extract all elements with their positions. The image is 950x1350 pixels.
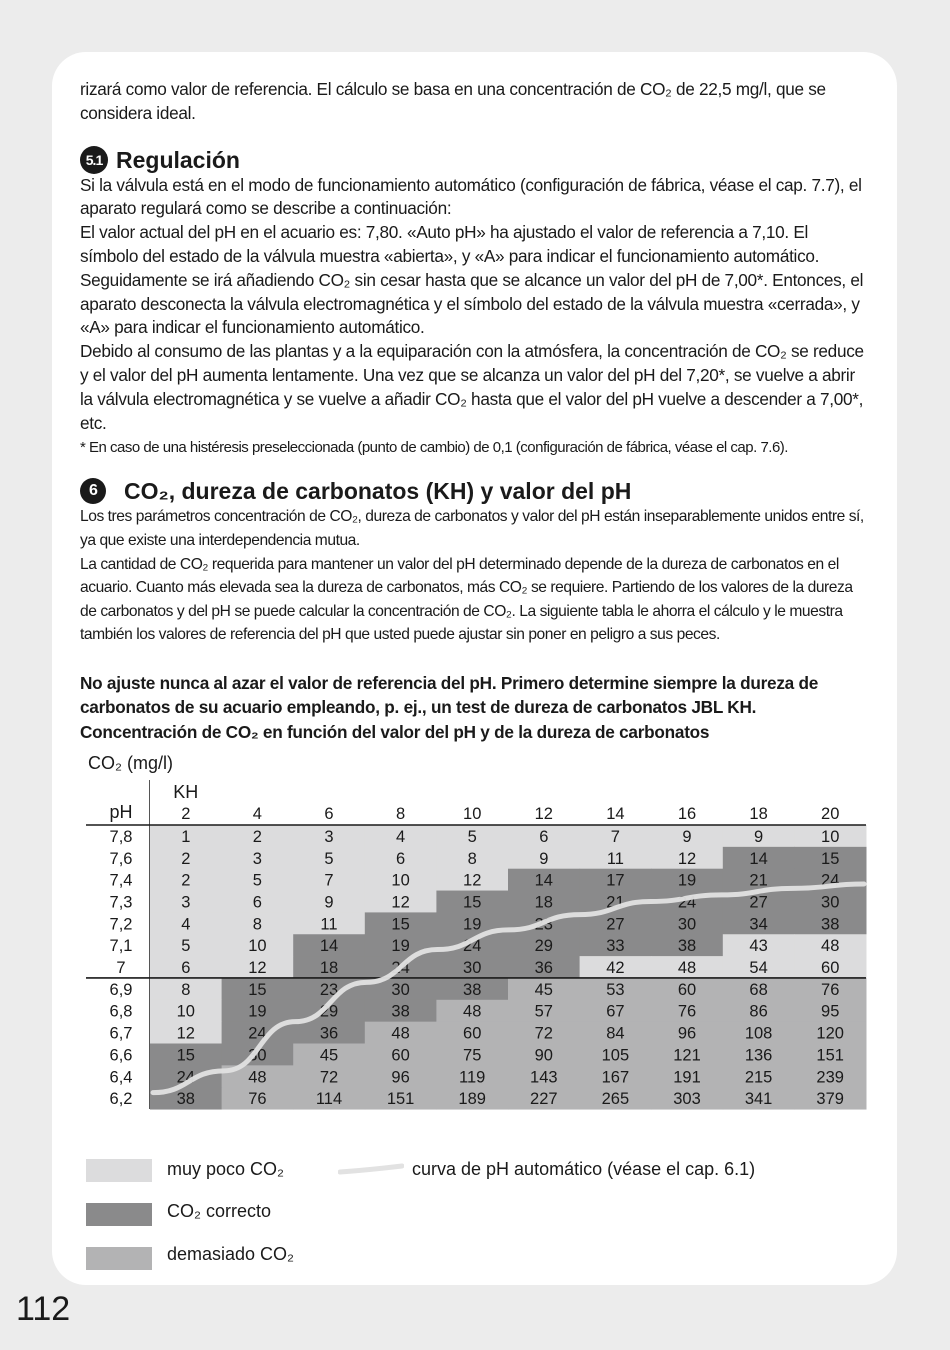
co2-value: 2 [181, 849, 191, 868]
co2-value: 76 [248, 1090, 267, 1109]
co2-value: 11 [320, 915, 338, 934]
co2-value: 60 [677, 980, 697, 999]
ph-row-label: 7,8 [109, 827, 133, 846]
kh-column-header: 2 [181, 805, 191, 823]
co2-value: 191 [673, 1068, 701, 1087]
kh-column-header: 18 [749, 805, 768, 823]
co2-value: 10 [248, 937, 267, 956]
ph-row-label: 7 [116, 959, 126, 978]
co2-value: 189 [458, 1090, 486, 1109]
co2-value: 18 [534, 893, 553, 912]
co2-value: 15 [821, 849, 840, 868]
co2-value: 76 [677, 1002, 697, 1021]
co2-value: 38 [176, 1090, 195, 1109]
co2-value: 239 [816, 1068, 844, 1087]
co2-value: 30 [248, 1046, 267, 1065]
co2-value: 7 [610, 827, 620, 846]
kh-axis-label: KH [173, 782, 199, 802]
co2-value: 8 [181, 980, 191, 999]
co2-value: 9 [539, 849, 549, 868]
co2-value: 53 [606, 980, 625, 999]
co2-value: 48 [821, 937, 840, 956]
co2-value: 14 [749, 849, 768, 868]
co2-value: 3 [324, 827, 334, 846]
co2-value: 45 [534, 980, 553, 999]
regulation-paragraph-2: El valor actual del pH en el acuario es: 7,80. «Auto pH» ha ajustado el valor de referencia a 7,10. El símbolo del estado de la válvula muestra «abierta», y «A» para indicar el funcionamiento automático. Seguidamente se irá añadiendo CO₂ sin cesar hasta que se alcance un valor del pH de 7,00*. Entonces, el aparato desconecta la válvula electromagnética y el símbolo del estado de la válvula muestra «cerrada», y «A» para indicar el funcionamiento automático. [80, 222, 864, 338]
co2-value: 120 [816, 1024, 844, 1043]
co2-value: 151 [386, 1090, 415, 1109]
co2-value: 29 [534, 937, 553, 956]
co2-value: 3 [252, 849, 262, 868]
co2-value: 21 [749, 871, 768, 890]
kh-column-header: 6 [324, 805, 334, 823]
co2-value: 151 [816, 1046, 844, 1065]
kh-column-header: 14 [606, 805, 625, 823]
legend-label-too-little: muy poco CO₂ [167, 1159, 285, 1179]
co2-value: 38 [677, 937, 697, 956]
co2-value: 108 [744, 1024, 773, 1043]
co2-paragraph-2: La cantidad de CO₂ requerida para mantener un valor del pH determinado depende de la dureza de carbonatos en el acuario. Cuanto más elevada sea la dureza de carbonatos, más CO₂ se requiere. Partiendo de los valores de la dureza de carbonatos y del pH se puede calcular la concentración de CO₂. La siguiente tabla le ahorra el cálculo y le muestra también los valores de referencia del pH que usted puede ajustar sin poner en peligro a sus peces. [80, 555, 853, 644]
co2-value: 54 [749, 959, 768, 978]
co2-value: 68 [749, 980, 768, 999]
co2-value: 15 [391, 915, 410, 934]
co2-value: 2 [252, 827, 262, 846]
co2-value: 341 [744, 1090, 773, 1109]
co2-value: 6 [181, 959, 191, 978]
ph-row-label: 6,2 [109, 1090, 133, 1109]
co2-value: 84 [606, 1024, 625, 1043]
co2-value: 12 [391, 893, 410, 912]
co2-value: 4 [396, 827, 406, 846]
ph-row-label: 7,3 [109, 893, 133, 912]
co2-value: 60 [391, 1046, 410, 1065]
co2-value: 15 [248, 980, 267, 999]
co2-value: 23 [319, 980, 339, 999]
co2-value: 19 [677, 871, 697, 890]
kh-column-header: 20 [821, 805, 840, 823]
co2-value: 11 [606, 849, 624, 868]
co2-value: 143 [530, 1068, 558, 1087]
co2-value: 24 [821, 871, 840, 890]
co2-value: 265 [601, 1090, 630, 1109]
co2-value: 114 [315, 1090, 343, 1109]
co2-value: 43 [749, 937, 768, 956]
co2-value: 90 [534, 1046, 553, 1065]
co2-paragraph-1: Los tres parámetros concentración de CO₂, dureza de carbonatos y valor del pH están inseparablemente unidos entre sí, ya que existe una interdependencia mutua. [80, 508, 864, 549]
co2-value: 5 [467, 827, 477, 846]
co2-value: 36 [319, 1024, 339, 1043]
co2-value: 72 [319, 1068, 339, 1087]
co2-value: 36 [534, 959, 553, 978]
co2-value: 96 [391, 1068, 410, 1087]
co2-value: 86 [749, 1002, 768, 1021]
co2-value: 19 [248, 1002, 267, 1021]
section-title: Regulación [116, 146, 240, 173]
co2-value: 34 [749, 915, 768, 934]
co2-value: 24 [391, 959, 410, 978]
co2-value: 5 [252, 871, 262, 890]
co2-value: 10 [391, 871, 410, 890]
co2-value: 45 [319, 1046, 339, 1065]
legend-label-too-much: demasiado CO₂ [167, 1244, 295, 1264]
regulation-paragraph-1: Si la válvula está en el modo de funcionamiento automático (configuración de fábrica, véase el cap. 7.7), el aparato regulará como se describe a continuación: [80, 174, 862, 219]
co2-value: 17 [606, 871, 625, 890]
co2-value: 27 [606, 915, 625, 934]
co2-value: 38 [821, 915, 840, 934]
co2-value: 75 [463, 1046, 482, 1065]
ph-row-label: 7,2 [109, 915, 133, 934]
co2-value: 10 [821, 827, 840, 846]
ph-row-label: 7,6 [109, 849, 133, 868]
co2-value: 215 [744, 1068, 773, 1087]
co2-value: 14 [534, 871, 553, 890]
legend-swatch-too-little [86, 1159, 152, 1182]
co2-value: 9 [324, 893, 334, 912]
table-unit-label: CO₂ (mg/l) [88, 753, 173, 773]
co2-value: 24 [176, 1068, 195, 1087]
co2-value: 15 [176, 1046, 195, 1065]
legend-label-curve: curva de pH automático (véase el cap. 6.1) [412, 1159, 756, 1179]
section-number-badge: 6 [80, 478, 106, 504]
co2-value: 10 [176, 1002, 195, 1021]
co2-value: 48 [391, 1024, 410, 1043]
page-number: 112 [16, 1290, 71, 1328]
co2-value: 303 [673, 1090, 701, 1109]
kh-column-header: 16 [677, 805, 697, 823]
co2-value: 42 [606, 959, 625, 978]
co2-value: 38 [463, 980, 482, 999]
co2-value: 38 [391, 1002, 410, 1021]
hysteresis-footnote: * En caso de una histéresis preseleccionada (punto de cambio) de 0,1 (configuración de fábrica, véase el cap. 7.6). [80, 439, 788, 457]
co2-value: 67 [606, 1002, 625, 1021]
kh-column-header: 4 [252, 805, 262, 823]
co2-value: 12 [176, 1024, 195, 1043]
co2-value: 24 [677, 893, 697, 912]
ph-row-label: 6,9 [109, 980, 133, 999]
co2-value: 3 [181, 893, 191, 912]
co2-value: 18 [319, 959, 339, 978]
co2-value: 96 [677, 1024, 697, 1043]
ph-row-label: 6,6 [109, 1046, 133, 1065]
co2-value: 1 [181, 827, 191, 846]
co2-value: 8 [252, 915, 262, 934]
legend-swatch-too-much [86, 1247, 152, 1270]
co2-value: 5 [181, 937, 191, 956]
co2-value: 48 [463, 1002, 482, 1021]
co2-value: 121 [673, 1046, 701, 1065]
co2-value: 23 [534, 915, 553, 934]
co2-value: 6 [396, 849, 406, 868]
co2-value: 60 [463, 1024, 482, 1043]
co2-value: 6 [252, 893, 262, 912]
co2-value: 9 [682, 827, 692, 846]
co2-value: 119 [459, 1068, 486, 1087]
co2-value: 9 [754, 827, 764, 846]
kh-column-header: 8 [396, 805, 406, 823]
co2-value: 29 [319, 1002, 339, 1021]
intro-paragraph: rizará como valor de referencia. El cálculo se basa en una concentración de CO₂ de 22,5 mg/l, que se considera ideal. [80, 79, 826, 123]
co2-value: 19 [463, 915, 482, 934]
co2-value: 21 [606, 893, 625, 912]
co2-value: 33 [606, 937, 625, 956]
co2-value: 14 [319, 937, 339, 956]
ph-row-label: 7,4 [109, 871, 133, 890]
kh-column-header: 12 [534, 805, 553, 823]
co2-value: 57 [534, 1002, 553, 1021]
co2-value: 7 [324, 871, 334, 890]
co2-value: 136 [744, 1046, 773, 1065]
co2-value: 227 [530, 1090, 558, 1109]
ph-axis-label: pH [109, 802, 133, 822]
co2-value: 27 [749, 893, 768, 912]
co2-value: 48 [677, 959, 697, 978]
co2-value: 379 [816, 1090, 844, 1109]
co2-value: 48 [248, 1068, 267, 1087]
ph-row-label: 6,4 [109, 1068, 133, 1087]
co2-value: 24 [248, 1024, 267, 1043]
legend-curve-swatch [338, 1160, 404, 1180]
co2-value: 12 [677, 849, 697, 868]
co2-value: 30 [391, 980, 410, 999]
co2-value: 95 [821, 1002, 840, 1021]
co2-value: 6 [539, 827, 549, 846]
co2-value: 60 [821, 959, 840, 978]
co2-value: 12 [248, 959, 267, 978]
regulation-paragraph-3: Debido al consumo de las plantas y a la equiparación con la atmósfera, la concentración de CO₂ se reduce y el valor del pH aumenta lentamente. Una vez que se alcanza un valor del pH del 7,20*, se vuelve a abrir la válvula electromagnética y se vuelve a añadir CO₂ hasta que el valor del pH vuelve a descender a 7,00*, etc. [80, 341, 864, 433]
kh-column-header: 10 [463, 805, 482, 823]
co2-value: 30 [677, 915, 697, 934]
section-title: CO₂, dureza de carbonatos (KH) y valor del pH [124, 478, 632, 505]
co2-value: 12 [463, 871, 482, 890]
legend-label-correct: CO₂ correcto [167, 1201, 272, 1221]
co2-value: 72 [534, 1024, 553, 1043]
co2-value: 4 [181, 915, 191, 934]
section-number-badge: 5.1 [80, 146, 108, 174]
co2-value: 30 [463, 959, 482, 978]
ph-row-label: 6,8 [109, 1002, 133, 1021]
ph-row-label: 6,7 [109, 1024, 133, 1043]
co2-value: 30 [821, 893, 840, 912]
co2-value: 19 [391, 937, 410, 956]
ph-row-label: 7,1 [109, 937, 133, 956]
warning-paragraph: No ajuste nunca al azar el valor de referencia del pH. Primero determine siempre la dureza de carbonatos de su acuario empleando, p. ej., un test de dureza de carbonatos JBL KH. Concentración de CO₂ en función del valor del pH y de la dureza de carbonatos [80, 672, 819, 742]
co2-value: 15 [463, 893, 482, 912]
co2-value: 24 [463, 937, 482, 956]
co2-value: 2 [181, 871, 191, 890]
co2-value: 8 [467, 849, 477, 868]
legend-swatch-correct [86, 1203, 152, 1226]
co2-value: 5 [324, 849, 334, 868]
co2-value: 105 [601, 1046, 630, 1065]
co2-value: 76 [821, 980, 840, 999]
co2-value: 167 [601, 1068, 630, 1087]
